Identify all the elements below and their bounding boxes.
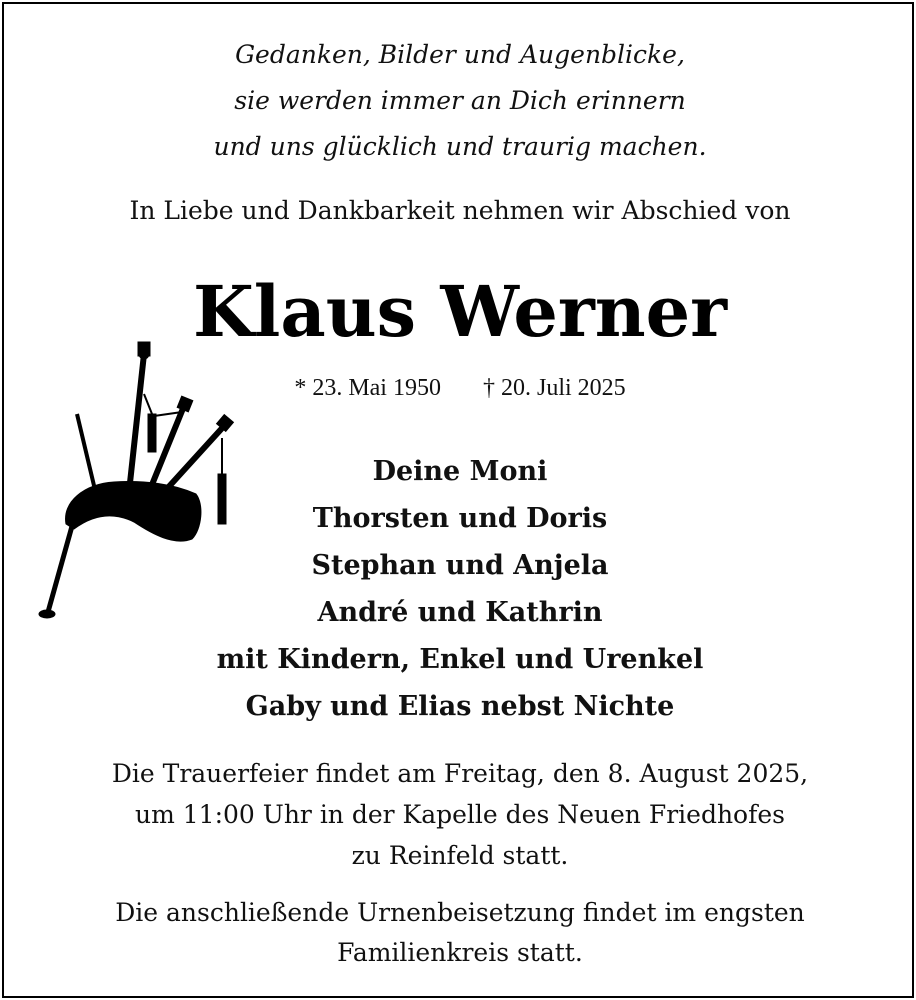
service-line: Die Trauerfeier findet am Freitag, den 8. August 2025, <box>111 759 809 788</box>
poem-line: und uns glücklich und traurig machen. <box>213 132 707 161</box>
mourners-list <box>4 448 916 730</box>
service-info <box>4 753 916 876</box>
intro-text: In Liebe und Dankbarkeit nehmen wir Abschied von <box>129 196 791 225</box>
service-line: zu Reinfeld statt. <box>351 841 569 870</box>
service-line: um 11:00 Uhr in der Kapelle des Neuen Friedhofes <box>135 800 785 829</box>
mourner-line: André und Kathrin <box>317 597 603 628</box>
poem-line: sie werden immer an Dich erinnern <box>234 86 686 115</box>
mourner-line: Deine Moni <box>372 456 548 487</box>
birth-date: * 23. Mai 1950 <box>294 375 441 401</box>
mourner-line: mit Kindern, Enkel und Urenkel <box>216 644 704 675</box>
mourner-line: Gaby und Elias nebst Nichte <box>245 691 675 722</box>
mourner-line: Thorsten und Doris <box>312 503 608 534</box>
mourner-line: Stephan und Anjela <box>311 550 609 581</box>
notice-frame <box>2 2 914 998</box>
burial-line: Die anschließende Urnenbeisetzung findet im engsten <box>115 898 805 927</box>
burial-info <box>4 893 916 973</box>
burial-line: Familienkreis statt. <box>337 938 583 967</box>
poem-line: Gedanken, Bilder und Augenblicke, <box>235 40 685 69</box>
deceased-name: Klaus Werner <box>192 270 728 353</box>
poem <box>4 32 916 170</box>
death-date: † 20. Juli 2025 <box>482 375 626 401</box>
